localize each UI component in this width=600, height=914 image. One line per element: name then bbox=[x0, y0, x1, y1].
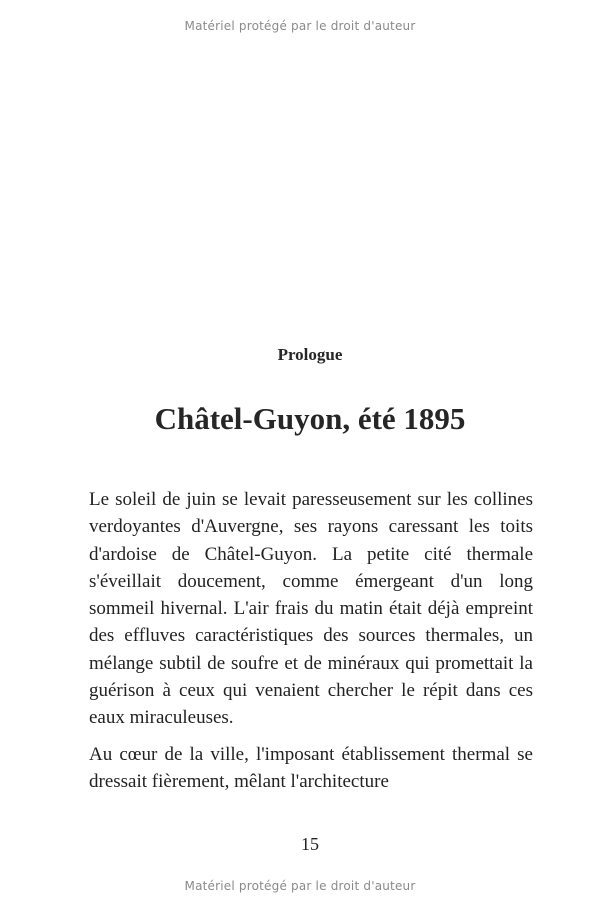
chapter-label: Prologue bbox=[277, 345, 343, 364]
page-number: 15 bbox=[301, 834, 319, 854]
copyright-watermark-bottom: Matériel protégé par le droit d'auteur bbox=[184, 879, 416, 893]
body-text bbox=[89, 486, 533, 795]
chapter-title: Châtel-Guyon, été 1895 bbox=[154, 401, 466, 436]
paragraph-1: Le soleil de juin se levait paresseusement sur les collines verdoyantes d'Auvergne, ses rayons caressant les toits d'ardoise de Châtel-Guyon. La petite cité thermale s'éveillait doucement, comme émergeant d'un long sommeil hivernal. L'air frais du matin était déjà empreint des effluves caractéristiques des sources thermales, un mélange subtil de soufre et de minéraux qui promettait la guérison à ceux qui venaient chercher le répit dans ces eaux miraculeuses. bbox=[89, 489, 533, 729]
paragraph-2: Au cœur de la ville, l'imposant établissement thermal se dressait fièrement, mêlant l'architecture bbox=[89, 743, 533, 792]
copyright-watermark-top: Matériel protégé par le droit d'auteur bbox=[184, 19, 416, 33]
